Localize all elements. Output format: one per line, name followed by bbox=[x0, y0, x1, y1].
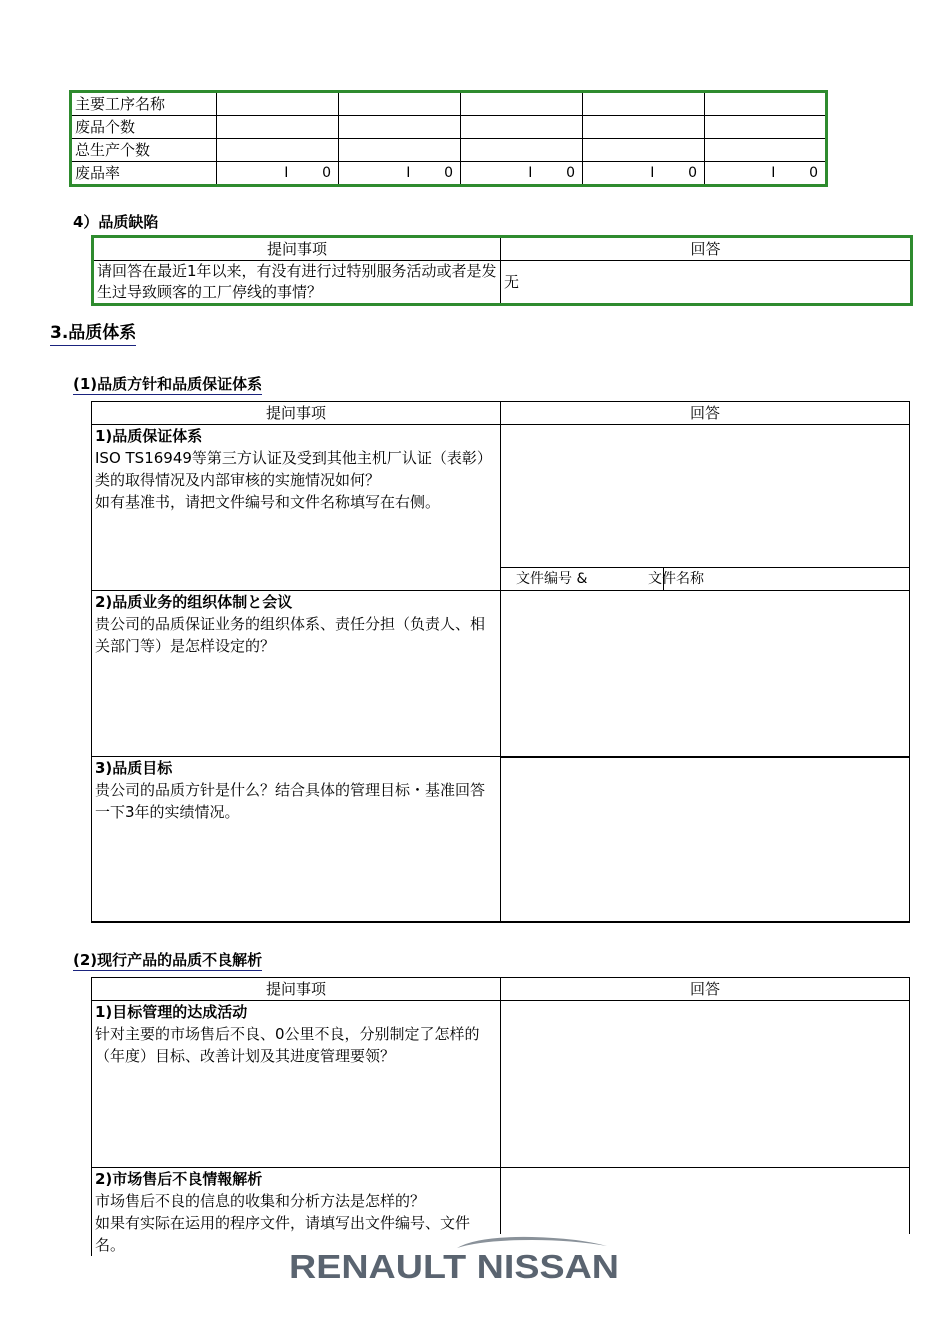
value-cell[interactable] bbox=[217, 139, 339, 162]
question-title: 2)品质业务的组织体制と会议 bbox=[95, 593, 293, 611]
value-cell[interactable]: I 0 bbox=[583, 162, 705, 186]
defect-rate-table bbox=[69, 90, 828, 187]
question-body: 针对主要的市场售后不良、0公里不良，分别制定了怎样的（年度）目标、改善计划及其进度管理要领？ bbox=[95, 1025, 480, 1065]
question-cell-2 bbox=[92, 591, 501, 757]
question-title: 2)市场售后不良情報解析 bbox=[95, 1170, 263, 1188]
subsection-title-1: (1)品质方针和品质保证体系 bbox=[73, 375, 263, 393]
answer-cell-1[interactable] bbox=[501, 1001, 910, 1168]
question-body: 市场售后不良的信息的收集和分析方法是怎样的？ 如果有实际在运用的程序文件，请填写出文件编号、文件名。 bbox=[95, 1192, 471, 1254]
section-title: 3.品质体系 bbox=[50, 322, 136, 346]
defect-table-row bbox=[71, 116, 827, 139]
quality-defect-heading: 4）品质缺陷 bbox=[73, 213, 159, 231]
question-body: 贵公司的品质保证业务的组织体系、责任分担（负责人、相关部门等）是怎样设定的？ bbox=[95, 615, 486, 655]
answer-cell-2[interactable] bbox=[501, 591, 910, 757]
question-title: 3)品质目标 bbox=[95, 759, 173, 777]
value-cell[interactable] bbox=[461, 139, 583, 162]
col-header-question: 提问事项 bbox=[93, 237, 501, 261]
quality-system-table bbox=[91, 401, 910, 923]
row-label: 总生产个数 bbox=[71, 139, 217, 162]
defect-table-row bbox=[71, 139, 827, 162]
value-cell[interactable]: I 0 bbox=[217, 162, 339, 186]
value-cell[interactable] bbox=[705, 92, 827, 116]
subsection-title-2: (2)现行产品的品质不良解析 bbox=[73, 951, 263, 969]
value-cell[interactable] bbox=[339, 116, 461, 139]
doc-number-label: 文件编号 & bbox=[501, 568, 664, 591]
col-header-answer: 回答 bbox=[501, 978, 910, 1001]
value-cell[interactable] bbox=[583, 92, 705, 116]
question-cell: 请回答在最近1年以来，有没有进行过特别服务活动或者是发生过导致顾客的工厂停线的事情？ bbox=[93, 261, 501, 305]
value-cell[interactable]: I 0 bbox=[339, 162, 461, 186]
value-cell[interactable] bbox=[705, 116, 827, 139]
value-cell[interactable] bbox=[583, 139, 705, 162]
value-cell[interactable] bbox=[217, 92, 339, 116]
question-cell-3 bbox=[92, 757, 501, 923]
question-cell-1 bbox=[92, 1001, 501, 1168]
value-cell[interactable] bbox=[583, 116, 705, 139]
value-cell[interactable]: I 0 bbox=[461, 162, 583, 186]
logo-swoosh bbox=[457, 1237, 607, 1248]
col-header-answer: 回答 bbox=[501, 237, 912, 261]
value-cell[interactable] bbox=[339, 92, 461, 116]
defect-table-row bbox=[71, 92, 827, 116]
doc-name-text: 文件名称 bbox=[648, 571, 704, 587]
row-label: 废品率 bbox=[71, 162, 217, 186]
question-body: ISO TS16949等第三方认证及受到其他主机厂认证（表彰）类的取得情况及内部审核的实施情况如何？ 如有基准书，请把文件编号和文件名称填写在右侧。 bbox=[95, 449, 492, 511]
question-body: 贵公司的品质方针是什么？结合具体的管理目标・基准回答一下3年的实绩情况。 bbox=[95, 781, 486, 821]
col-header-question: 提问事项 bbox=[92, 402, 501, 425]
doc-name-label bbox=[648, 568, 910, 591]
value-cell[interactable] bbox=[339, 139, 461, 162]
question-title: 1)品质保证体系 bbox=[95, 427, 203, 445]
question-title: 1)目标管理的达成活动 bbox=[95, 1003, 248, 1021]
defect-table-row bbox=[71, 162, 827, 186]
value-cell[interactable] bbox=[217, 116, 339, 139]
logo-text: RENAULT NISSAN bbox=[289, 1248, 619, 1285]
row-label: 废品个数 bbox=[71, 116, 217, 139]
question-cell-1 bbox=[92, 425, 501, 591]
row-label: 主要工序名称 bbox=[71, 92, 217, 116]
value-cell[interactable]: I 0 bbox=[705, 162, 827, 186]
answer-cell-1[interactable] bbox=[501, 425, 910, 568]
renault-nissan-logo bbox=[287, 1234, 621, 1284]
value-cell[interactable] bbox=[705, 139, 827, 162]
value-cell[interactable] bbox=[461, 116, 583, 139]
defect-analysis-table bbox=[91, 977, 910, 1256]
col-header-answer: 回答 bbox=[501, 402, 910, 425]
quality-defect-table bbox=[91, 235, 913, 306]
answer-cell-3[interactable] bbox=[501, 757, 910, 923]
col-header-question: 提问事项 bbox=[92, 978, 501, 1001]
value-cell[interactable] bbox=[461, 92, 583, 116]
answer-cell[interactable]: 无 bbox=[501, 261, 912, 305]
